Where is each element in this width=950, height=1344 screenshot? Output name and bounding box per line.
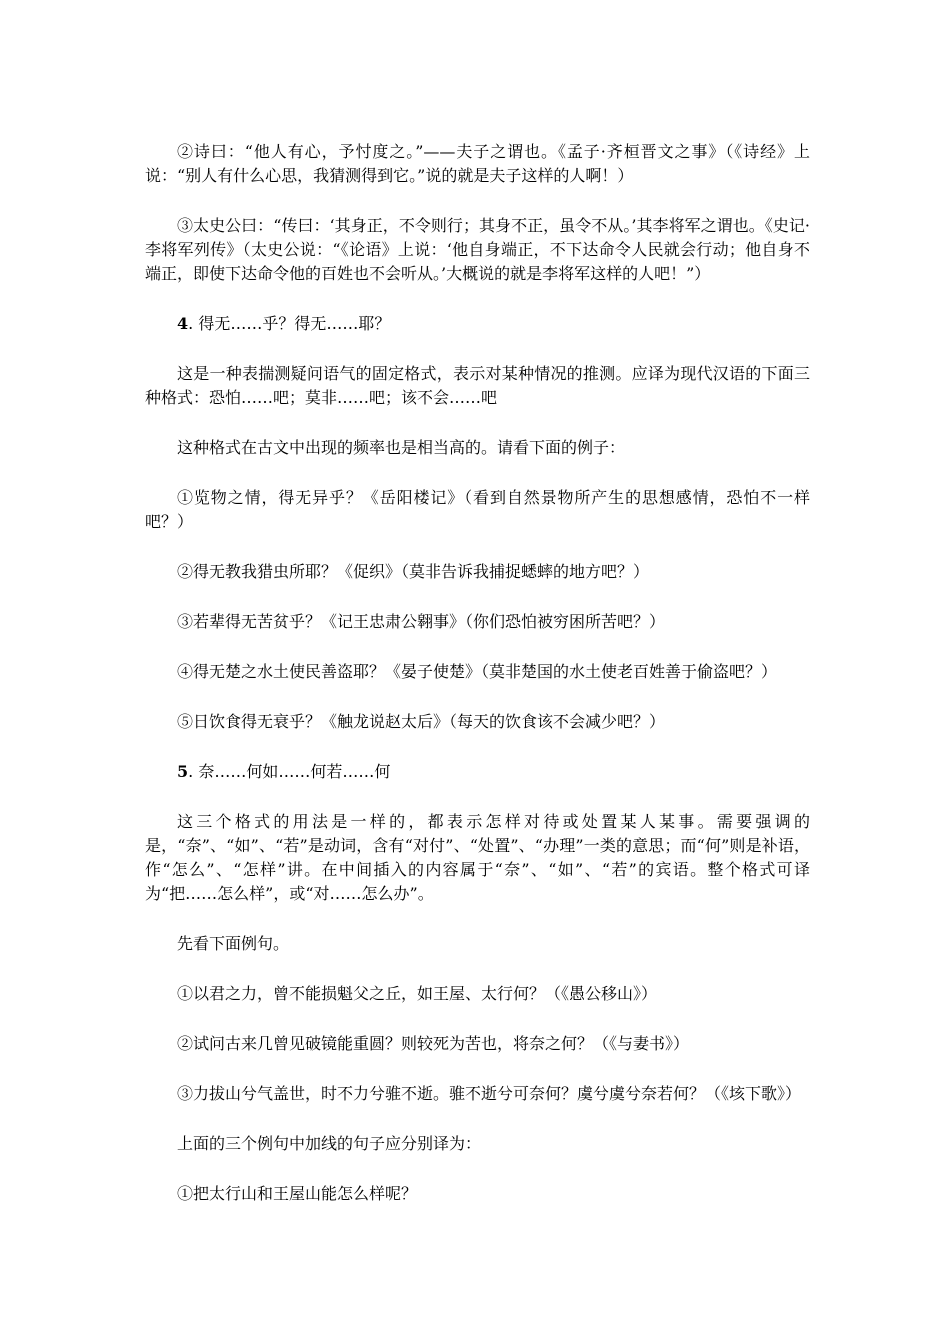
- section-heading-4: [145, 312, 810, 336]
- section-number: 4: [177, 314, 189, 333]
- paragraph: ②诗曰：“他人有心，予忖度之。”——夫子之谓也。《孟子·齐桓晋文之事》（《诗经》上说：“别人有什么心思，我猜测得到它。”说的就是夫子这样的人啊！）: [145, 142, 810, 185]
- example-item: ②得无教我猎虫所耶？《促织》（莫非告诉我捕捉蟋蟀的地方吧？）: [177, 562, 650, 581]
- paragraph: 先看下面例句。: [177, 934, 290, 953]
- example-item: ③力拔山兮气盖世，时不力兮骓不逝。骓不逝兮可奈何？虞兮虞兮奈若何？（《垓下歌》）: [177, 1084, 802, 1103]
- example-item: ①览物之情，得无异乎？《岳阳楼记》（看到自然景物所产生的思想感情，恐怕不一样吧？）: [145, 488, 810, 531]
- paragraph: 上面的三个例句中加线的句子应分别译为：: [177, 1134, 482, 1153]
- paragraph: ③太史公曰：“传曰：‘其身正，不令则行；其身不正，虽令不从。’其李将军之谓也。《史记·李将军列传》（太史公说：“《论语》上说：‘他自身端正，不下达命令人民就会行动；他自身不端正，即使下达命令他的百姓也不会听从。’大概说的就是李将军这样的人吧！”）: [145, 216, 810, 283]
- example-item: ⑤日饮食得无衰乎？《触龙说赵太后》（每天的饮食该不会减少吧？）: [177, 712, 666, 731]
- section-heading-text: . 得无……乎？得无……耶？: [188, 314, 391, 333]
- section-number: 5: [177, 762, 189, 781]
- section-heading-5: [145, 760, 810, 784]
- paragraph: 这是一种表揣测疑问语气的固定格式，表示对某种情况的推测。应译为现代汉语的下面三种格式：恐怕……吧；莫非……吧；该不会……吧: [145, 364, 810, 407]
- example-item: ③若辈得无苦贫乎？《记王忠肃公翱事》（你们恐怕被穷困所苦吧？）: [177, 612, 666, 631]
- paragraph: 这种格式在古文中出现的频率也是相当高的。请看下面的例子：: [177, 438, 626, 457]
- paragraph: 这三个格式的用法是一样的，都表示怎样对待或处置某人某事。需要强调的是，“奈”、“如”、“若”是动词，含有“对付”、“处置”、“办理”一类的意思；而“何”则是补语，作“怎么”、“怎样”讲。在中间插入的内容属于“奈”、“如”、“若”的宾语。整个格式可译为“把……怎么样”，或“对……怎么办”。: [145, 812, 810, 903]
- section-heading-text: . 奈……何如……何若……何: [188, 762, 391, 781]
- document-page: [145, 140, 810, 1206]
- example-item: ④得无楚之水土使民善盗耶？《晏子使楚》（莫非楚国的水土使老百姓善于偷盗吧？）: [177, 662, 778, 681]
- example-item: ①以君之力，曾不能损魁父之丘，如王屋、太行何？（《愚公移山》）: [177, 984, 658, 1003]
- example-item: ①把太行山和王屋山能怎么样呢？: [177, 1184, 418, 1203]
- example-item: ②试问古来几曾见破镜能重圆？则较死为苦也，将奈之何？（《与妻书》）: [177, 1034, 690, 1053]
